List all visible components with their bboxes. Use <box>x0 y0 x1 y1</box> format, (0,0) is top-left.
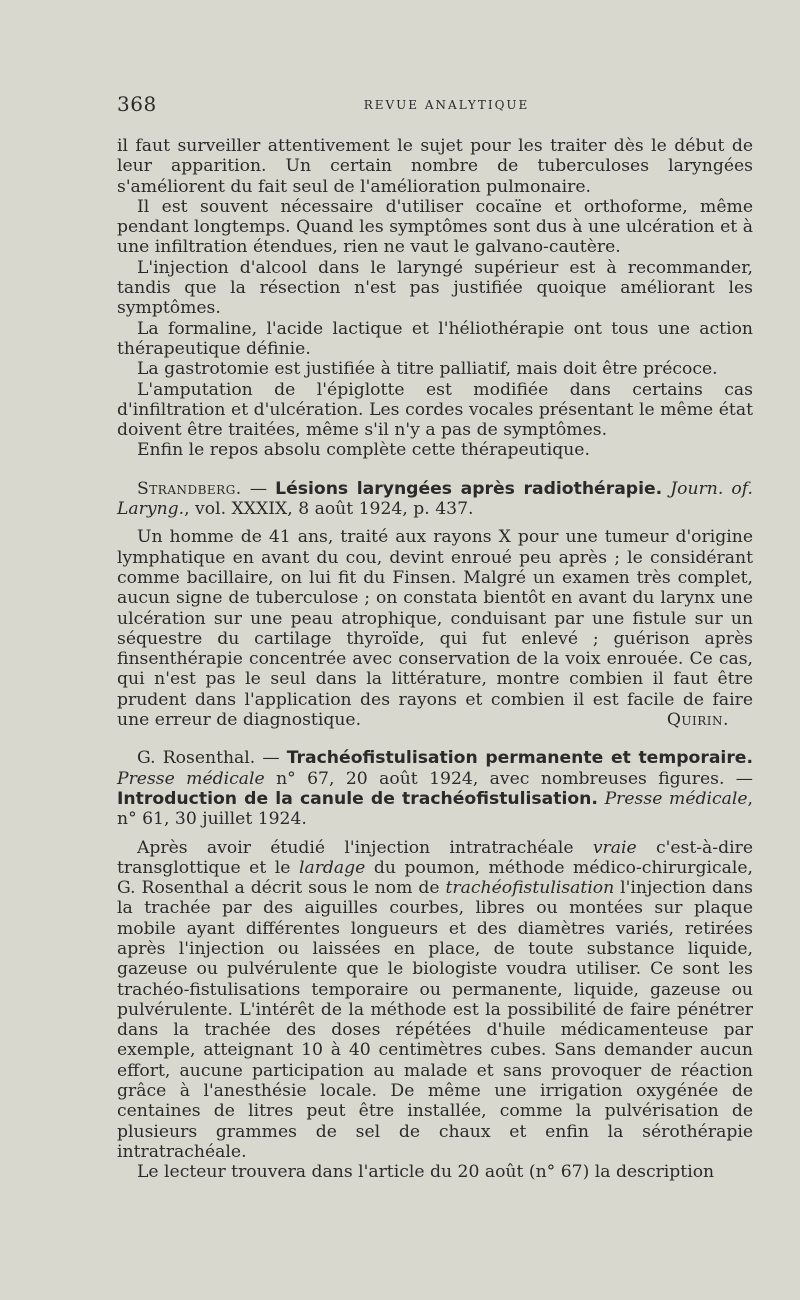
paragraph: Le lecteur trouvera dans l'article du 20 août (n° 67) la description <box>137 1162 715 1183</box>
paragraph: La gastrotomie est justifiée à titre palliatif, mais doit être précoce. <box>137 359 718 380</box>
paragraph: L'injection d'alcool dans le laryngé supérieur est à recommander, tandis que la résection n'est pas justifiée quoique améliorant les symptômes. <box>117 257 753 319</box>
paragraph: L'amputation de l'épiglotte est modifiée dans certains cas d'infiltration et d'ulcération. Les cordes vocales présentant le même état doivent être traitées, même s'il n'y a pas de symptômes. <box>117 379 753 441</box>
article-author: Strandberg. <box>137 478 242 499</box>
article-body <box>117 838 753 1163</box>
article-title: Lésions laryngées après radiothérapie. <box>275 478 663 499</box>
emphasis: trachéofistulisation <box>445 878 615 899</box>
article-title: Trachéofistulisation permanente et temporaire. <box>286 748 753 769</box>
journal-reference: , n° 61, 30 juillet 1924. <box>117 788 753 830</box>
paragraph: il faut surveiller attentivement le sujet pour les traiter dès le début de leur apparition. Un certain nombre de tuberculoses laryngées s'améliorent du fait seul de l'amélioration pulmonaire. <box>117 136 753 197</box>
journal-name: Journ. of. Laryng. <box>117 478 753 520</box>
paragraph: Enfin le repos absolu complète cette thérapeutique. <box>137 440 590 461</box>
article-text: Un homme de 41 ans, traité aux rayons X pour une tumeur d'origine lymphatique en avant du cou, devint enroué peu après ; le considérant comme bacillaire, on lui fit du Finsen. Malgré un examen très complet, aucun signe de tuberculose ; on constata bientôt en avant du larynx une ulcération sur une peau atrophique, conduisant par une fistule sur un séquestre du cartilage thyroïde, qui fut enlevé ; guérison après finsenthérapie concentrée avec conservation de la voix enrouée. Ce cas, qui n'est pas le seul dans la littérature, montre combien il faut être prudent dans l'application des rayons et combien il est facile de faire une erreur de diagnostique. <box>117 527 753 731</box>
page-header <box>117 92 752 120</box>
article-body <box>117 527 753 730</box>
article-heading <box>117 479 753 520</box>
paragraph: Il est souvent nécessaire d'utiliser cocaïne et orthoforme, même pendant longtemps. Quand les symptômes sont dus à une ulcération et à une infiltration étendues, rien ne vaut le galvano-cautère. <box>117 196 753 258</box>
journal-name: Presse médicale <box>604 788 748 809</box>
journal-reference: , vol. XXXIX, 8 août 1924, p. 437. <box>184 499 474 520</box>
journal-name: Presse médicale <box>117 768 265 789</box>
text-run: Après avoir étudié l'injection intratrachéale <box>137 837 593 858</box>
text-run: du poumon, méthode médico-chirurgicale, G. Rosenthal a décrit sous le nom de <box>117 857 753 899</box>
article-author: G. Rosenthal. <box>137 748 256 769</box>
heading-dash: — <box>241 478 276 499</box>
emphasis: vraie <box>592 837 637 858</box>
text-run: l'injection dans la trachée par des aiguilles courbes, libres ou montées sur plaque mobile ayant différentes longueurs et des diamètres variés, retirées après l'injection ou laissées en place, de toute substance liquide, gazeuse ou pulvérulente que le biologiste voudra utiliser. Ce sont les trachéo-fistulisations temporaire ou permanente, liquide, gazeuse ou pulvérulente. L'intérêt de la méthode est la possibilité de faire pénétrer dans la trachée des doses répétées d'huile médicamenteuse par exemple, atteignant 10 à 40 centimètres cubes. Sans demander aucun effort, aucune participation au malade et sans provoquer de réaction grâce à l'anesthésie locale. De même une irrigation oxygénée de centaines de litres peut être installée, comme la pulvérisation de plusieurs grammes de sel de chaux et enfin la sérothérapie intratrachéale. <box>117 878 753 1162</box>
paragraph: La formaline, l'acide lactique et l'héliothérapie ont tous une action thérapeutique définie. <box>117 318 753 359</box>
heading-dash: — <box>255 748 287 769</box>
page-body <box>117 136 753 1183</box>
page-number: 368 <box>117 92 157 116</box>
running-title: REVUE ANALYTIQUE <box>363 98 530 112</box>
article-heading <box>117 748 753 829</box>
text-run: c'est-à-dire transglottique et le <box>117 837 753 878</box>
article-title: Introduction de la canule de trachéofistulisation. <box>117 788 598 809</box>
journal-reference: n° 67, 20 août 1924, avec nombreuses figures. — <box>264 768 753 789</box>
article-signature: Quirin. <box>666 710 729 731</box>
emphasis: lardage <box>298 857 366 878</box>
